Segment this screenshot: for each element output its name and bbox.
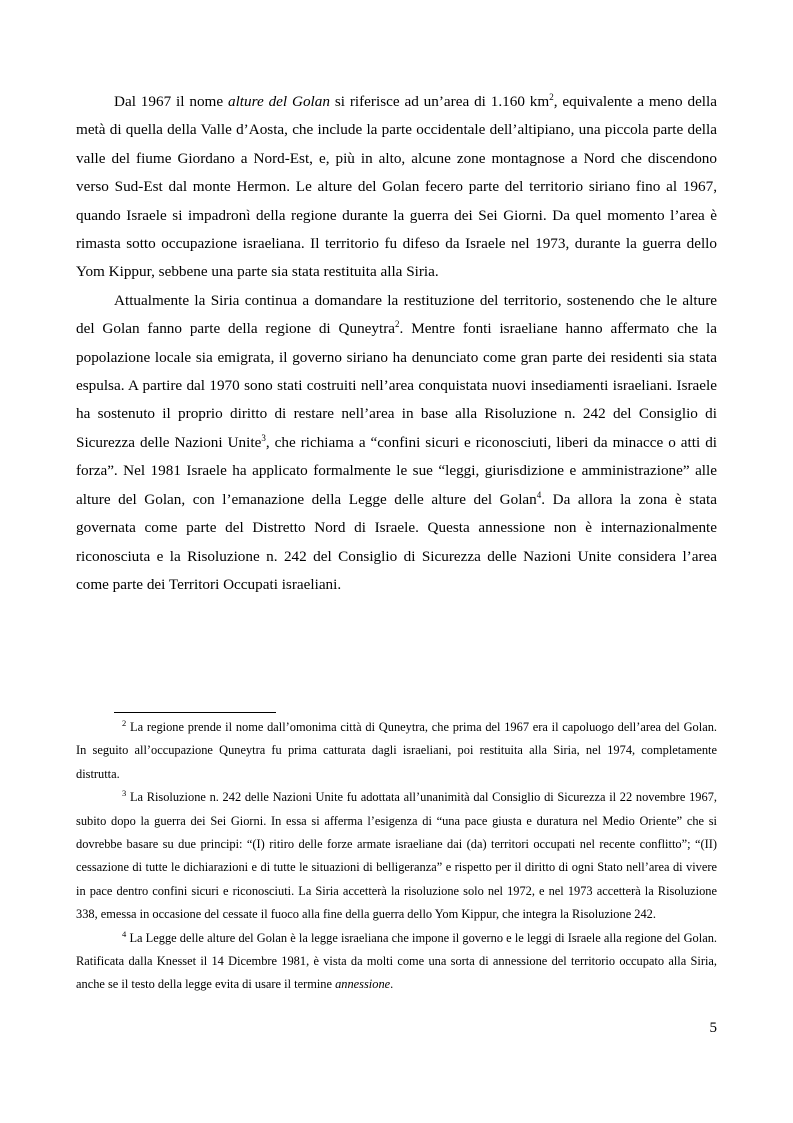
footnote-2 — [76, 716, 717, 786]
footnote-4 — [76, 927, 717, 997]
body-text — [76, 88, 717, 599]
paragraph-2-part-3: , che richiama a “confini sicuri e riconosciuti, liberi da minacce o atti di forza”. Nel 1981 Israele ha applicato formalmente le sue “leggi, giurisdizione e amministrazione” alle alture del Golan, con l’emanazione della Legge delle alture del Golan — [76, 433, 718, 508]
footnote-3 — [76, 786, 717, 926]
page-number: 5 — [709, 1020, 717, 1036]
footnote-ref-2[interactable]: 2 — [395, 319, 400, 330]
footnote-text: La Risoluzione n. 242 delle Nazioni Unite fu adottata all’unanimità dal Consiglio di Sicurezza il 22 novembre 1967, subito dopo la guerra dei Sei Giorni. In essa si afferma l’esigenza di “una pace giusta e duratura nel Medio Oriente” che si dovrebbe basare su due principi: “(I) ritiro delle forze armate israeliane dai (da) territori occupati nel recente conflitto”; “(II) cessazione di tutte le dichiarazioni e di tutte le situazioni di belligeranza” e rispetto per il diritto di ogni Stato nell’area di vivere in pace dentro confini sicuri e riconosciuti. La Siria accetterà la risoluzione solo nel 1972, e nel 1973 accetterà la Risoluzione 338, emessa in occasione del cessate il fuoco alla fine della guerra dello Yom Kippur, che integra la Risoluzione 242. — [76, 790, 717, 922]
paragraph-2 — [76, 287, 717, 599]
footnote-number: 4 — [122, 928, 127, 939]
footnote-emphasis: annessione — [335, 977, 391, 992]
paragraph-1-rest: , equivalente a meno della metà di quella della Valle d’Aosta, che include la parte occidentale dell’altipiano, una piccola parte della valle del fiume Giordano a Nord-Est, e, più in alto, alcune zone montagnose a Nord che discendono verso Sud-Est dal monte Hermon. Le alture del Golan fecero parte del territorio siriano fino al 1967, quando Israele si impadronì della regione durante la guerra dei Sei Giorni. Da quel momento l’area è rimasta sotto occupazione israeliana. Il territorio fu difeso da Israele nel 1973, durante la guerra dello Yom Kippur, sebbene una parte sia stata restituita alla Siria. — [76, 93, 717, 281]
footnote-ref-3[interactable]: 3 — [261, 432, 266, 443]
paragraph-2-part-4: . Da allora la zona è stata governata come parte del Distretto Nord di Israele. Questa annessione non è internazionalmente riconosciuta e la Risoluzione n. 242 del Consiglio di Sicurezza delle Nazioni Unite considera l’area come parte dei Territori Occupati israeliani. — [76, 490, 718, 593]
paragraph-1 — [76, 88, 717, 287]
paragraph-2-part-1: Attualmente la Siria continua a domandare la restituzione del territorio, sostenendo che le alture del Golan fanno parte della regione di Quneytra — [76, 291, 717, 338]
paragraph-2-part-2: . Mentre fonti israeliane hanno affermato che la popolazione locale sia emigrata, il governo siriano ha denunciato come gran parte dei residenti sia stata espulsa. A partire dal 1970 sono stati costruiti nell’area conquistata nuovi insediamenti israeliani. Israele ha sostenuto il proprio diritto di restare nell’area in base alla Risoluzione n. 242 del Consiglio di Sicurezza delle Nazioni Unite — [76, 320, 717, 451]
footnote-number: 2 — [122, 718, 127, 728]
paragraph-1-text: si riferisce ad un’area di 1.160 km — [329, 93, 550, 110]
footnote-text: La Legge delle alture del Golan è la legge israeliana che impone il governo e le leggi di Israele alla regione del Golan. Ratificata dalla Knesset il 14 Dicembre 1981, è vista da molti come una sorta di annessione del territorio occupato alla Siria, anche se il testo della legge evita di usare il termine — [76, 930, 717, 992]
footnotes — [76, 716, 717, 997]
footnote-ref-4[interactable]: 4 — [536, 489, 542, 500]
footnote-text: La regione prende il nome dall’omonima città di Quneytra, che prima del 1967 era il capoluogo dell’area del Golan. In seguito all’occupazione Quneytra fu prima catturata dagli israeliani, poi restituita alla Siria, nel 1974, completamente distrutta. — [76, 720, 717, 781]
paragraph-1-intro: Dal 1967 il nome — [114, 93, 228, 110]
footnote-number: 3 — [122, 788, 127, 799]
footnote-end: . — [390, 977, 394, 992]
term-alture-del-golan: alture del Golan — [227, 93, 330, 110]
superscript-exponent: 2 — [549, 92, 554, 102]
footnote-separator — [114, 712, 276, 713]
